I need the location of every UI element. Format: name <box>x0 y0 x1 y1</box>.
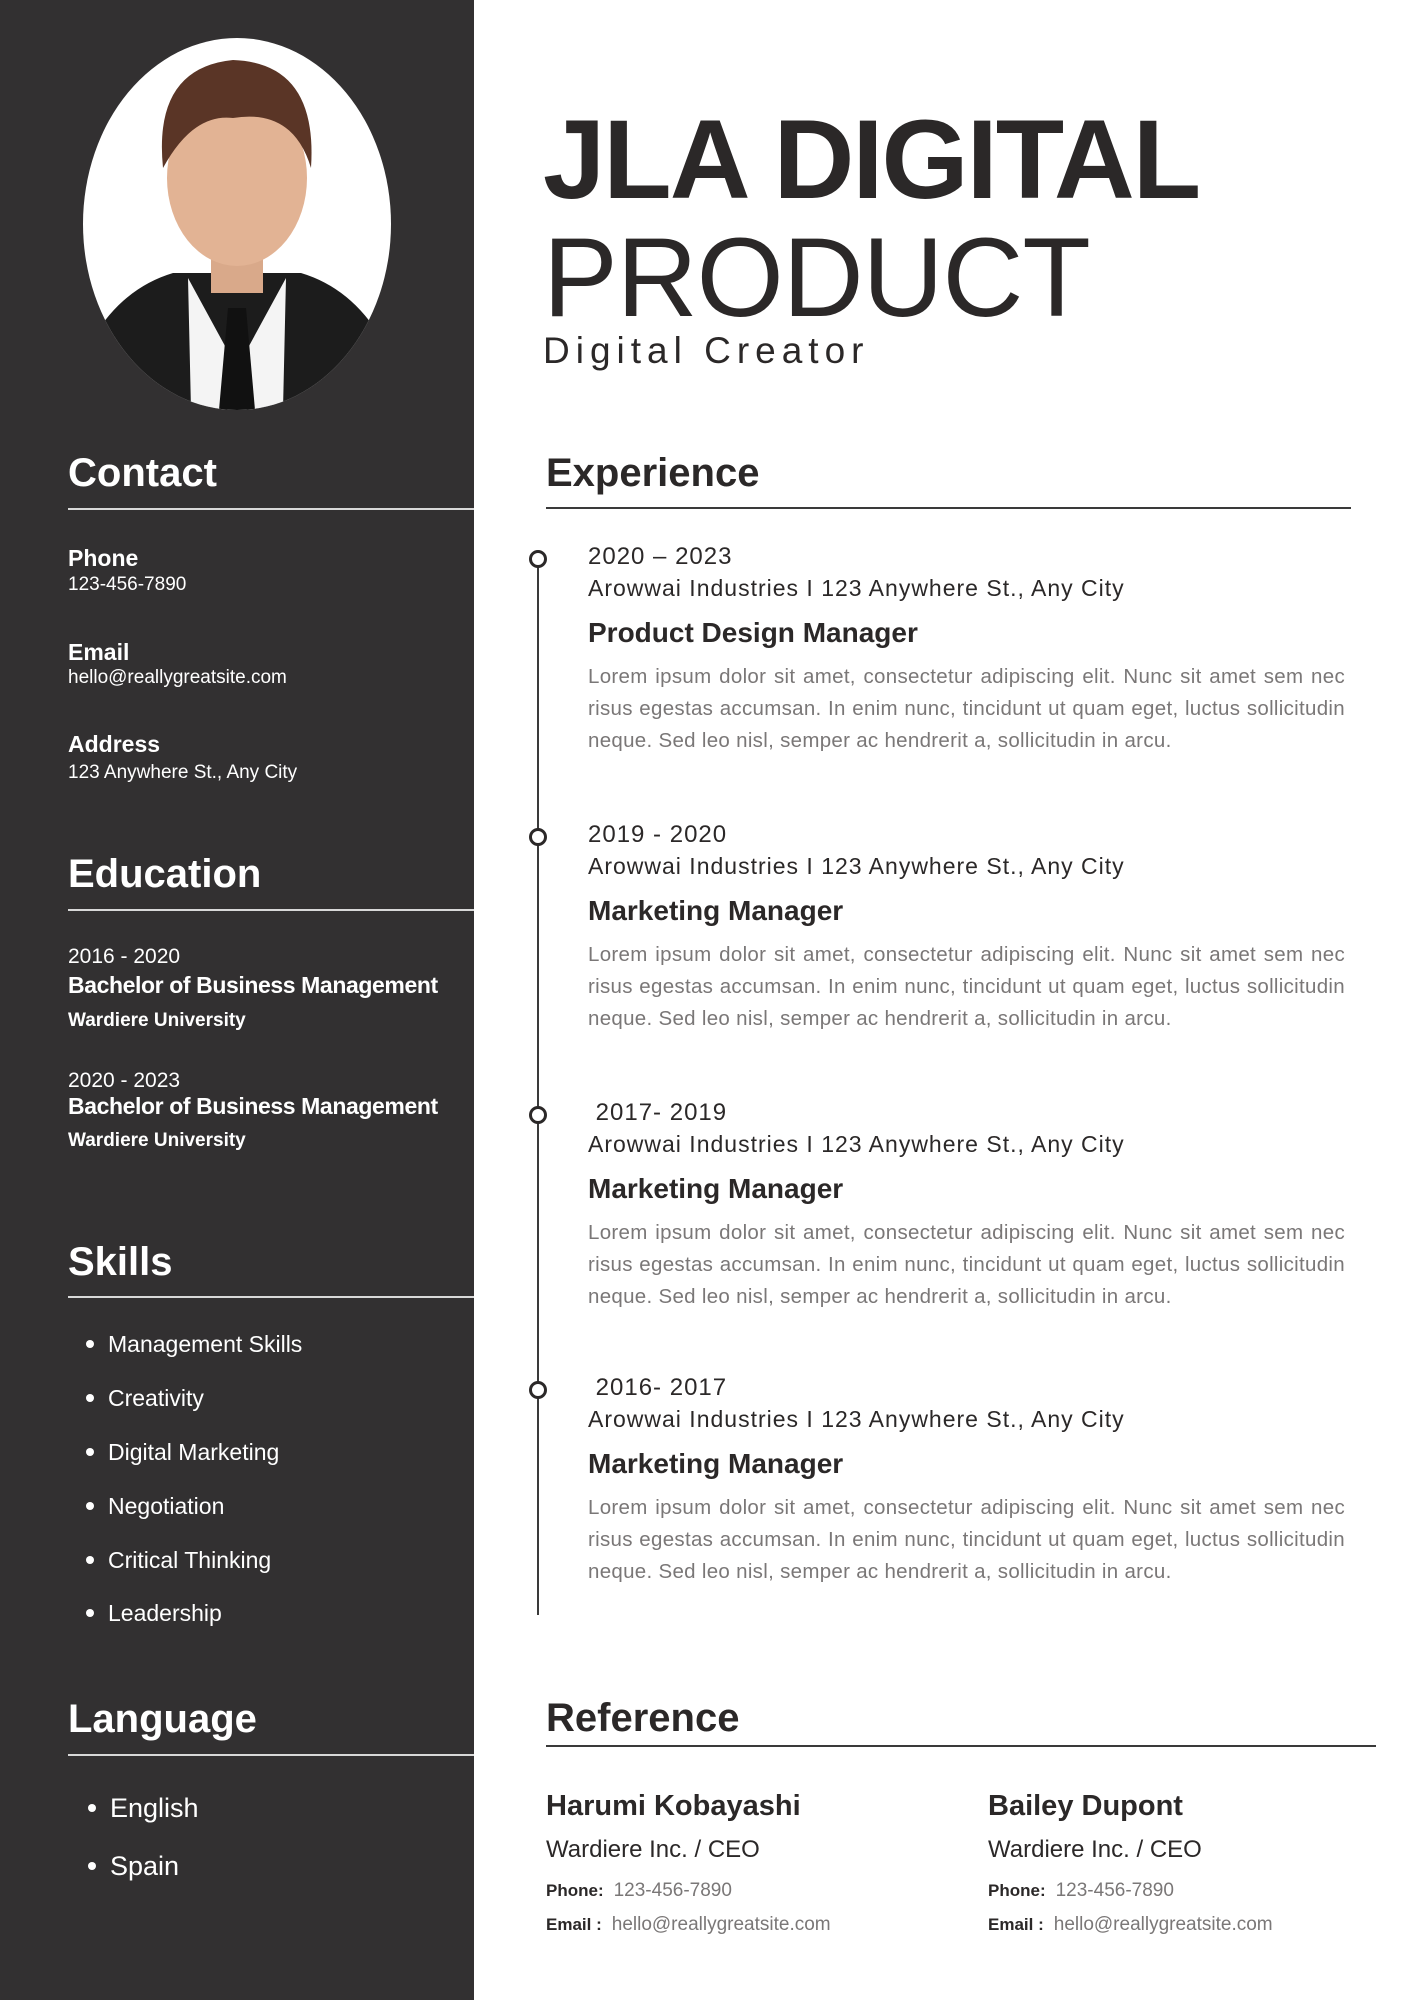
address-label: Address <box>68 731 161 757</box>
experience-description: Lorem ipsum dolor sit amet, consectetur adipiscing elit. Nunc sit amet sem nec risus egestas accumsan. In enim nunc, tincidunt ut quam eget, luctus sollicitudin neque. Sed leo nisl, semper ac hendrerit a, sollicitudin in arcu. <box>588 1496 1345 1583</box>
address-value: 123 Anywhere St., Any City <box>68 762 298 783</box>
experience-entry <box>588 821 1345 1035</box>
experience-company: Arowwai Industries I 123 Anywhere St., Any City <box>588 575 1125 601</box>
experience-title: Marketing Manager <box>588 1448 844 1479</box>
email-label: Email <box>68 639 130 665</box>
reference-name: Harumi Kobayashi <box>546 1790 801 1822</box>
skill-item: Management Skills <box>86 1331 302 1358</box>
experience-description: Lorem ipsum dolor sit amet, consectetur adipiscing elit. Nunc sit amet sem nec risus egestas accumsan. In enim nunc, tincidunt ut quam eget, luctus sollicitudin neque. Sed leo nisl, semper ac hendrerit a, sollicitudin in arcu. <box>588 1221 1345 1308</box>
reference-heading: Reference <box>546 1696 740 1740</box>
sidebar <box>0 0 474 2000</box>
experience-description: Lorem ipsum dolor sit amet, consectetur adipiscing elit. Nunc sit amet sem nec risus egestas accumsan. In enim nunc, tincidunt ut quam eget, luctus sollicitudin neque. Sed leo nisl, semper ac hendrerit a, sollicitudin in arcu. <box>588 665 1345 752</box>
education-years: 2016 - 2020 <box>68 945 181 968</box>
divider <box>68 1754 474 1756</box>
experience-title: Marketing Manager <box>588 1173 844 1204</box>
language-heading: Language <box>68 1697 257 1741</box>
phone-label: Phone: <box>988 1881 1046 1900</box>
timeline-dot <box>529 550 547 568</box>
phone-value: 123-456-7890 <box>68 574 187 595</box>
skill-item: Digital Marketing <box>86 1439 279 1466</box>
divider <box>68 909 474 911</box>
phone-label: Phone: <box>546 1881 604 1900</box>
skill-item: Leadership <box>86 1600 222 1627</box>
education-school: Wardiere University <box>68 1130 246 1151</box>
language-item: Spain <box>88 1851 179 1882</box>
skill-item: Negotiation <box>86 1493 224 1520</box>
reference-card <box>546 1790 831 1948</box>
experience-heading: Experience <box>546 451 760 495</box>
divider <box>68 1296 474 1298</box>
reference-company: Wardiere Inc. / CEO <box>988 1836 1202 1863</box>
email-value: hello@reallygreatsite.com <box>68 667 287 688</box>
timeline-dot <box>529 1381 547 1399</box>
name-line-1: JLA DIGITAL <box>543 97 1200 222</box>
experience-title: Marketing Manager <box>588 895 844 926</box>
experience-company: Arowwai Industries I 123 Anywhere St., Any City <box>588 1131 1125 1157</box>
experience-years: 2017- 2019 <box>588 1099 728 1126</box>
divider <box>546 507 1351 509</box>
education-degree: Bachelor of Business Management <box>68 972 438 998</box>
divider <box>68 508 474 510</box>
experience-company: Arowwai Industries I 123 Anywhere St., Any City <box>588 853 1125 879</box>
experience-company: Arowwai Industries I 123 Anywhere St., Any City <box>588 1406 1125 1432</box>
skill-item: Creativity <box>86 1385 204 1412</box>
experience-years: 2019 - 2020 <box>588 821 728 848</box>
email-label: Email : <box>546 1915 602 1934</box>
education-heading: Education <box>68 852 262 896</box>
name-line-2: PRODUCT <box>543 215 1090 340</box>
job-role: Digital Creator <box>543 330 870 371</box>
reference-phone: 123-456-7890 <box>1055 1880 1174 1901</box>
profile-photo <box>83 38 391 410</box>
email-label: Email : <box>988 1915 1044 1934</box>
reference-phone: 123-456-7890 <box>613 1880 732 1901</box>
skills-heading: Skills <box>68 1240 173 1284</box>
experience-entry <box>588 543 1345 757</box>
reference-email: hello@reallygreatsite.com <box>1053 1914 1273 1935</box>
divider <box>546 1745 1376 1747</box>
experience-title: Product Design Manager <box>588 617 918 648</box>
language-item: English <box>88 1793 199 1824</box>
experience-years: 2020 – 2023 <box>588 543 733 570</box>
reference-email: hello@reallygreatsite.com <box>611 1914 831 1935</box>
reference-card <box>988 1790 1273 1948</box>
timeline-dot <box>529 1106 547 1124</box>
reference-company: Wardiere Inc. / CEO <box>546 1836 760 1863</box>
timeline-line <box>537 559 539 1615</box>
contact-heading: Contact <box>68 451 217 495</box>
experience-description: Lorem ipsum dolor sit amet, consectetur adipiscing elit. Nunc sit amet sem nec risus egestas accumsan. In enim nunc, tincidunt ut quam eget, luctus sollicitudin neque. Sed leo nisl, semper ac hendrerit a, sollicitudin in arcu. <box>588 943 1345 1030</box>
education-school: Wardiere University <box>68 1010 246 1031</box>
experience-entry <box>588 1099 1345 1313</box>
experience-years: 2016- 2017 <box>588 1374 728 1401</box>
timeline-dot <box>529 828 547 846</box>
reference-name: Bailey Dupont <box>988 1790 1183 1822</box>
phone-label: Phone <box>68 545 139 571</box>
education-years: 2020 - 2023 <box>68 1069 181 1092</box>
education-degree: Bachelor of Business Management <box>68 1093 438 1119</box>
experience-entry <box>588 1374 1345 1588</box>
skill-item: Critical Thinking <box>86 1547 271 1574</box>
